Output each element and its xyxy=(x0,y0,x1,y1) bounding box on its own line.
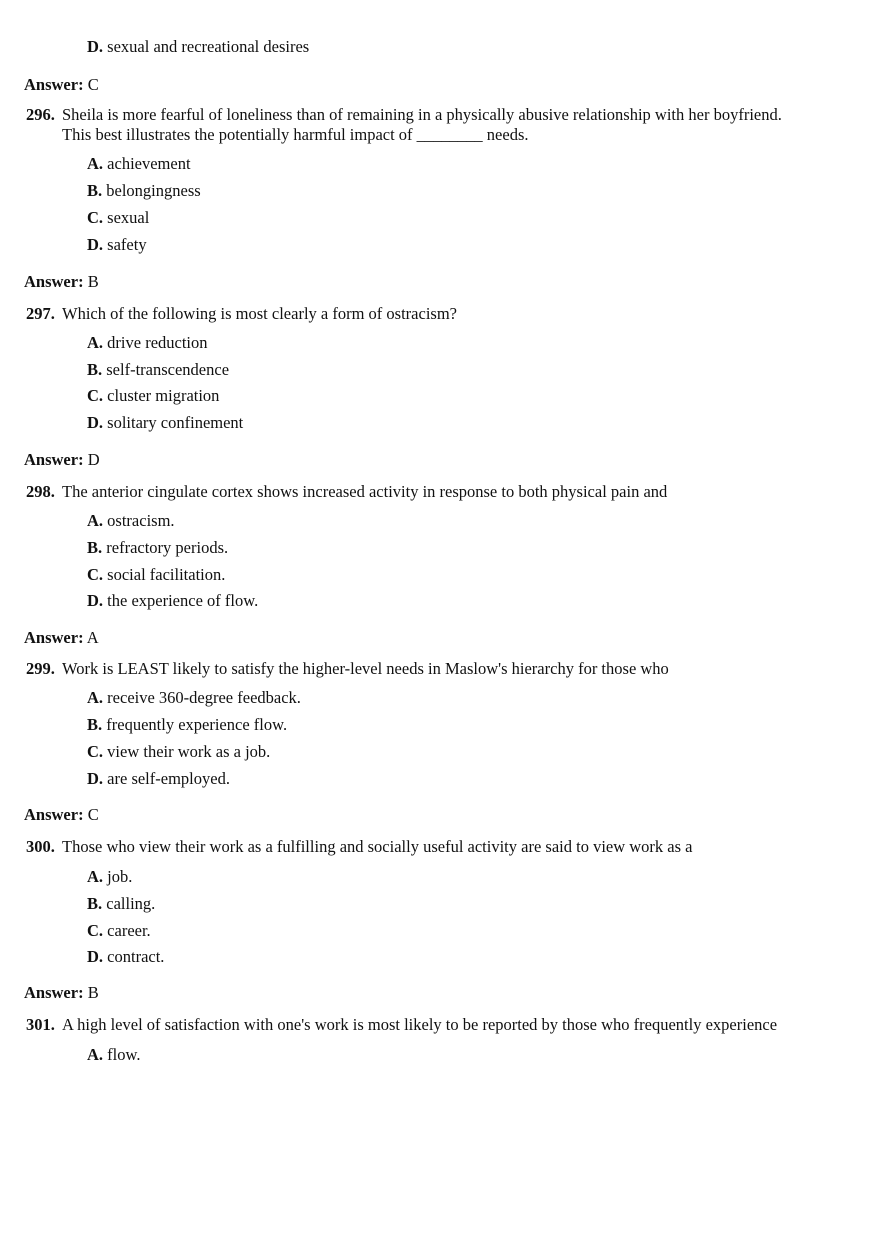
option-letter: D. xyxy=(87,413,104,432)
answer-label: Answer: xyxy=(24,628,84,647)
option-text: the experience of flow. xyxy=(107,591,259,610)
option-text: flow. xyxy=(107,1045,141,1064)
answer-option xyxy=(87,921,151,941)
option-letter: B. xyxy=(87,894,103,913)
answer-key xyxy=(24,450,100,470)
option-letter: A. xyxy=(87,511,104,530)
answer-value: C xyxy=(87,75,99,94)
answer-value: A xyxy=(86,628,99,647)
answer-option xyxy=(87,538,228,558)
answer-value: D xyxy=(87,450,100,469)
answer-label: Answer: xyxy=(24,272,84,291)
option-text: contract. xyxy=(107,947,165,966)
option-text: job. xyxy=(107,867,133,886)
option-text: career. xyxy=(107,921,151,940)
question-text: A high level of satisfaction with one's work is most likely to be reported by those who frequently experience xyxy=(62,1015,778,1034)
question-text: This best illustrates the potentially harmful impact of ________ needs. xyxy=(62,125,529,144)
option-text: refractory periods. xyxy=(106,538,229,557)
answer-option xyxy=(87,208,149,228)
option-text: calling. xyxy=(106,894,156,913)
answer-option xyxy=(87,154,191,174)
option-letter: B. xyxy=(87,181,103,200)
answer-label: Answer: xyxy=(24,75,84,94)
answer-label: Answer: xyxy=(24,805,84,824)
option-text: receive 360-degree feedback. xyxy=(107,688,301,707)
option-text: sexual and recreational desires xyxy=(107,37,310,56)
answer-option xyxy=(87,867,132,887)
answer-option xyxy=(87,715,287,735)
option-letter: A. xyxy=(87,1045,104,1064)
option-text: belongingness xyxy=(106,181,201,200)
question-text: Which of the following is most clearly a form of ostracism? xyxy=(62,304,457,323)
answer-option xyxy=(87,511,175,531)
answer-option xyxy=(87,565,225,585)
option-letter: D. xyxy=(87,769,104,788)
option-letter: B. xyxy=(87,360,103,379)
answer-option xyxy=(87,333,208,353)
answer-key xyxy=(24,75,99,95)
answer-option xyxy=(87,1045,140,1065)
answer-option xyxy=(87,688,301,708)
option-text: safety xyxy=(107,235,147,254)
answer-option xyxy=(87,742,270,762)
option-text: drive reduction xyxy=(107,333,208,352)
question-text: Work is LEAST likely to satisfy the higher-level needs in Maslow's hierarchy for those who xyxy=(62,659,669,678)
answer-option xyxy=(87,37,309,57)
option-letter: A. xyxy=(87,333,104,352)
question-number: 296. xyxy=(26,105,55,124)
option-text: achievement xyxy=(107,154,191,173)
option-letter: D. xyxy=(87,37,104,56)
answer-option xyxy=(87,413,243,433)
option-letter: C. xyxy=(87,742,104,761)
option-letter: A. xyxy=(87,867,104,886)
question-number: 299. xyxy=(26,659,55,678)
option-letter: C. xyxy=(87,208,104,227)
option-text: frequently experience flow. xyxy=(106,715,288,734)
question-number: 297. xyxy=(26,304,55,323)
option-letter: D. xyxy=(87,235,104,254)
answer-key xyxy=(24,983,99,1003)
answer-label: Answer: xyxy=(24,450,84,469)
option-text: sexual xyxy=(107,208,150,227)
option-letter: D. xyxy=(87,947,104,966)
answer-option xyxy=(87,386,219,406)
answer-value: C xyxy=(87,805,99,824)
answer-option xyxy=(87,947,164,967)
answer-option xyxy=(87,360,229,380)
answer-value: B xyxy=(87,272,99,291)
question-text: Sheila is more fearful of loneliness than of remaining in a physically abusive relationship with her boyfriend. xyxy=(62,105,782,124)
answer-option xyxy=(87,894,155,914)
answer-value: B xyxy=(87,983,99,1002)
answer-option xyxy=(87,235,147,255)
option-letter: C. xyxy=(87,921,104,940)
option-letter: C. xyxy=(87,565,104,584)
option-letter: B. xyxy=(87,538,103,557)
answer-option xyxy=(87,181,201,201)
question-number: 300. xyxy=(26,837,55,856)
question-number: 298. xyxy=(26,482,55,501)
answer-option xyxy=(87,769,230,789)
option-letter: C. xyxy=(87,386,104,405)
option-text: self-transcendence xyxy=(106,360,230,379)
answer-key xyxy=(24,805,99,825)
option-letter: D. xyxy=(87,591,104,610)
answer-label: Answer: xyxy=(24,983,84,1002)
answer-option xyxy=(87,591,258,611)
question-text: The anterior cingulate cortex shows increased activity in response to both physical pain and xyxy=(62,482,668,501)
option-text: solitary confinement xyxy=(107,413,244,432)
option-letter: B. xyxy=(87,715,103,734)
answer-key xyxy=(24,628,99,648)
option-text: are self-employed. xyxy=(107,769,230,788)
option-letter: A. xyxy=(87,154,104,173)
option-text: cluster migration xyxy=(107,386,220,405)
answer-key xyxy=(24,272,99,292)
question-number: 301. xyxy=(26,1015,55,1034)
option-letter: A. xyxy=(87,688,104,707)
question-text: Those who view their work as a fulfilling and socially useful activity are said to view work as a xyxy=(62,837,693,856)
option-text: view their work as a job. xyxy=(107,742,271,761)
option-text: social facilitation. xyxy=(107,565,226,584)
option-text: ostracism. xyxy=(107,511,175,530)
